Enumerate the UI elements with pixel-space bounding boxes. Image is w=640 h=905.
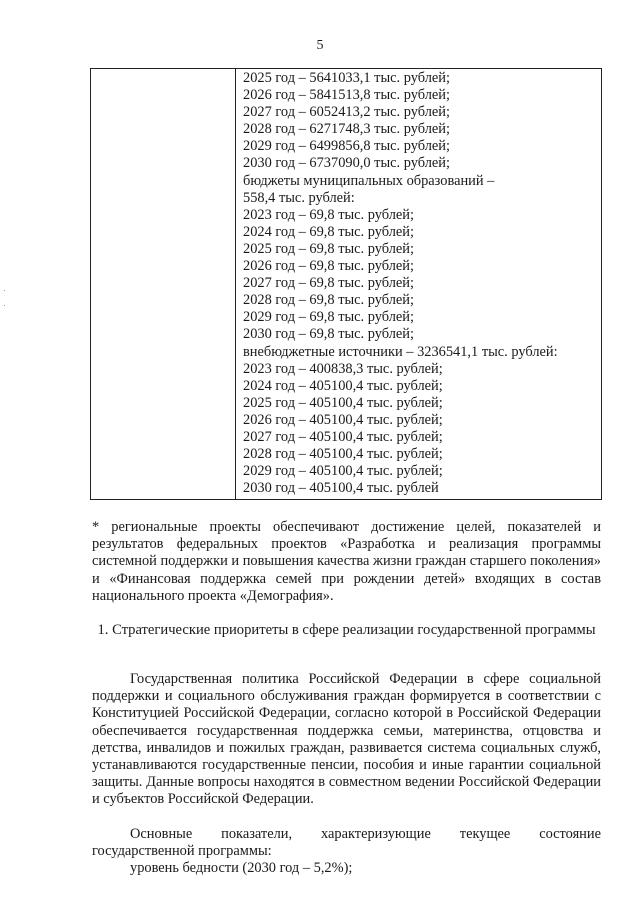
- page-number: 5: [316, 38, 324, 53]
- paragraph-state-policy-text: Государственная политика Российской Федерации в сфере социальной поддержки и социального обслуживания граждан формируется в соответствии с Конституцией Российской Федерации, согласно которой в Российской Федерации обеспечивается государственная поддержка семьи, материнства, отцовства и детства, инвалидов и пожилых граждан, развивается система социальных служб, устанавливаются государственные пенсии, пособия и иные гарантии социальной защиты. Данные вопросы находятся в совместном ведении Российской Федерации и субъектов Российской Федерации.: [92, 671, 601, 808]
- paragraph-state-policy: [92, 671, 601, 809]
- paragraph-poverty-level: уровень бедности (2030 год – 5,2%);: [130, 860, 353, 876]
- paragraph-word: характеризующие: [321, 826, 431, 842]
- budget-line: 2025 год – 5641033,1 тыс. рублей;: [243, 70, 450, 86]
- budget-line: 558,4 тыс. рублей:: [243, 189, 355, 206]
- budget-line: 2030 год – 69,8 тыс. рублей;: [243, 326, 414, 343]
- footnote: * региональные проекты обеспечивают достижение целей, показателей и результатов федеральных проектов «Разработка и реализация программы системной поддержки и повышения качества жизни граждан старшего поколения» и «Финансовая поддержка семей при рождении детей» входящих в состав национального проекта «Демография».: [92, 519, 601, 604]
- budget-line: 2030 год – 6737090,0 тыс. рублей;: [243, 155, 450, 172]
- section-title: 1. Стратегические приоритеты в сфере реализации государственной программы: [97, 622, 596, 638]
- budget-line: 2024 год – 69,8 тыс. рублей;: [243, 223, 414, 240]
- budget-line: 2024 год – 405100,4 тыс. рублей;: [243, 377, 443, 394]
- budget-line: 2026 год – 5841513,8 тыс. рублей;: [243, 87, 450, 104]
- budget-line: 2026 год – 69,8 тыс. рублей;: [243, 258, 414, 275]
- budget-line: 2027 год – 6052413,2 тыс. рублей;: [243, 104, 450, 121]
- budget-line: 2028 год – 405100,4 тыс. рублей;: [243, 446, 443, 463]
- budget-line: 2025 год – 69,8 тыс. рублей;: [243, 240, 414, 257]
- scan-speck: [4, 290, 5, 291]
- budget-line: бюджеты муниципальных образований –: [243, 172, 495, 189]
- budget-line: 2023 год – 400838,3 тыс. рублей;: [243, 360, 443, 377]
- budget-table: [90, 68, 602, 500]
- budget-line: 2025 год – 405100,4 тыс. рублей;: [243, 394, 443, 411]
- budget-line: 2029 год – 69,8 тыс. рублей;: [243, 309, 414, 326]
- budget-line: 2030 год – 405100,4 тыс. рублей: [243, 480, 439, 497]
- paragraph-indicators-first-line: [130, 826, 601, 843]
- paragraph-word: показатели,: [221, 826, 293, 842]
- paragraph-word: текущее: [459, 826, 511, 842]
- budget-line: 2029 год – 6499856,8 тыс. рублей;: [243, 138, 450, 155]
- budget-line: внебюджетные источники – 3236541,1 тыс. рублей:: [243, 343, 558, 360]
- budget-lines: [243, 70, 595, 497]
- budget-line: 2027 год – 69,8 тыс. рублей;: [243, 275, 414, 292]
- budget-line: 2023 год – 69,8 тыс. рублей;: [243, 206, 414, 223]
- budget-line: 2028 год – 6271748,3 тыс. рублей;: [243, 121, 450, 138]
- budget-line: 2027 год – 405100,4 тыс. рублей;: [243, 428, 443, 445]
- budget-line: 2026 год – 405100,4 тыс. рублей;: [243, 411, 443, 428]
- budget-line: 2029 год – 405100,4 тыс. рублей;: [243, 463, 443, 480]
- paragraph-word: состояние: [539, 826, 601, 842]
- table-column-divider: [235, 69, 236, 499]
- scan-speck: [4, 305, 5, 306]
- paragraph-indicators: [92, 826, 601, 860]
- paragraph-word: Основные: [130, 826, 193, 842]
- paragraph-indicators-second-line: государственной программы:: [92, 843, 272, 860]
- budget-line: 2028 год – 69,8 тыс. рублей;: [243, 292, 414, 309]
